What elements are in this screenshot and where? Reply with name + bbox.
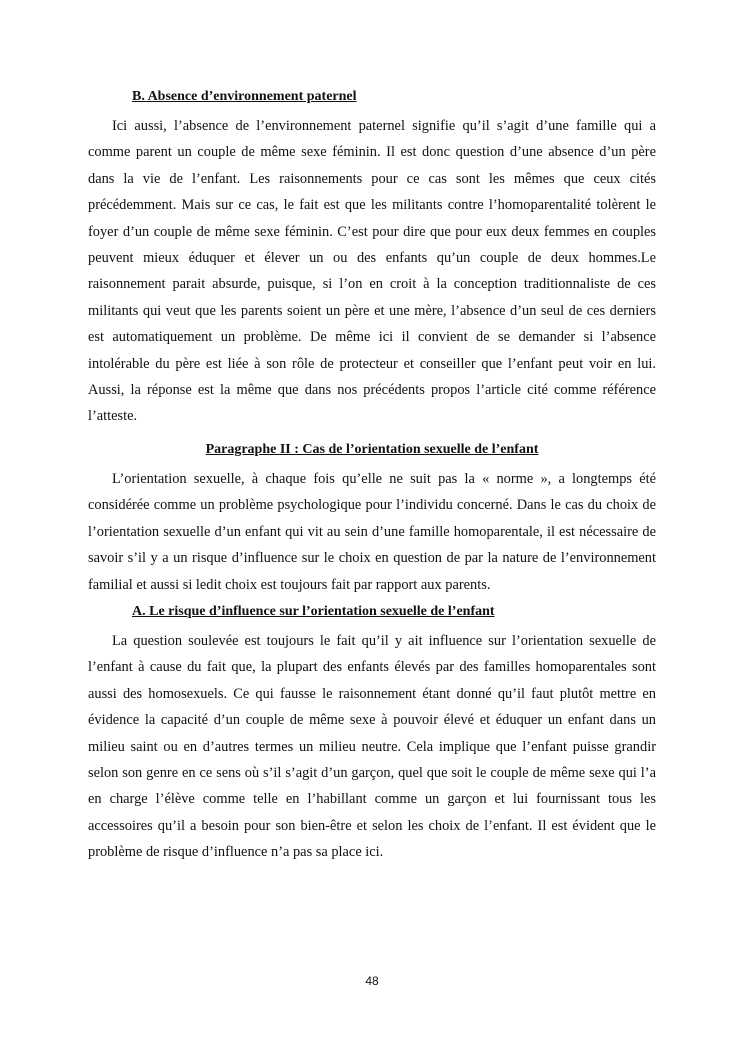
section-a-paragraph: La question soulevée est toujours le fait qu’il y ait influence sur l’orientation sexuelle de l’enfant à cause du fait que, la plupart des enfants élevés par des familles homoparentales sont aussi des homosexuels. Ce qui fausse le raisonnement étant donné qu’il faut plutôt mettre en évidence la capacité d’un couple de même sexe à pouvoir élevé et éduquer un enfant dans un milieu saint ou en d’autres termes un milieu neutre. Cela implique que l’enfant puisse grandir selon son genre en ce sens où s’il s’agit d’un garçon, quel que soit le couple de même sexe qui l’a en charge l’élève comme telle en l’habillant comme un garçon et lui fournissant tous les accessoires qu’il a besoin pour son bien-être et selon les choix de l’enfant. Il est évident que le problème de risque d’influence n’a pas sa place ici. <box>88 632 656 861</box>
section-b-paragraph: Ici aussi, l’absence de l’environnement paternel signifie qu’il s’agit d’une famille qui a comme parent un couple de même sexe féminin. Il est donc question d’une absence d’un père dans la vie de l’enfant. Les raisonnements pour ce cas sont les mêmes que ceux cités précédemment. Mais sur ce cas, le fait est que les militants contre l’homoparentalité tolèrent le foyer d’un couple de même sexe féminin. C’est pour dire que pour eux deux femmes en couples peuvent mieux éduquer et élever un ou des enfants qu’un couple de deux hommes.Le raisonnement parait absurde, puisque, si l’on en croit à la conception traditionnaliste de ces militants qui veut que les parents soient un père et une mère, l’absence d’un seul de ces derniers est automatiquement un problème. De même ici il convient de se demander si l’absence intolérable du père est liée à son rôle de protecteur et conseiller que l’enfant peut voir en lui. Aussi, la réponse est la même que dans nos précédents propos l’article cité comme référence l’atteste. <box>88 118 656 425</box>
paragraph-2-text: L’orientation sexuelle, à chaque fois qu’elle ne suit pas la « norme », a longtemps été considérée comme un problème psychologique pour l’individu concerné. Dans le cas du choix de l’orientation sexuelle d’un enfant qui vit au sein d’une famille homoparentale, il est nécessaire de savoir s’il y a un risque d’influence sur le choix en question de par la nature de l’environnement familial et aussi si ledit choix est toujours fait par rapport aux parents. <box>88 470 656 593</box>
section-b-heading: B. Absence d’environnement paternel <box>132 89 357 104</box>
page-number: 48 <box>365 974 379 988</box>
section-a-heading: A. Le risque d’influence sur l’orientation sexuelle de l’enfant <box>132 603 495 619</box>
document-page <box>88 87 656 866</box>
paragraph-2-heading: Paragraphe II : Cas de l’orientation sexuelle de l’enfant <box>205 441 539 457</box>
